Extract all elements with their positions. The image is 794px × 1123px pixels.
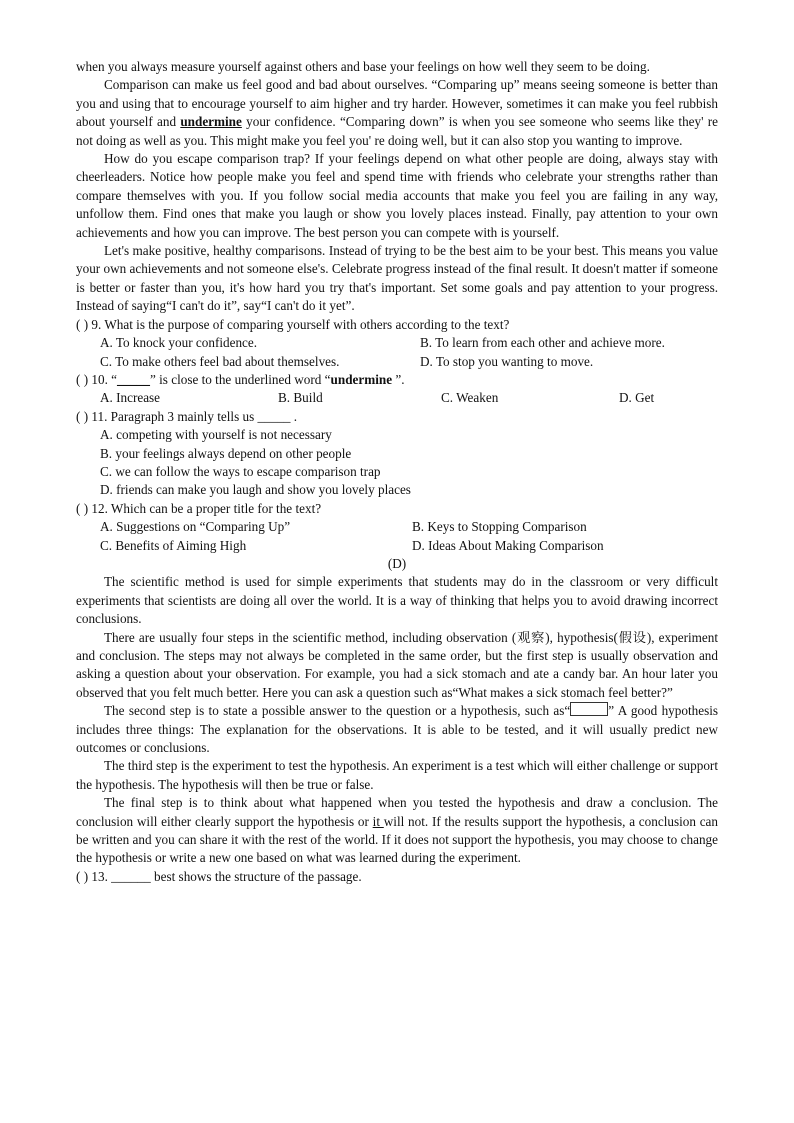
option-c: C. Benefits of Aiming High (100, 537, 247, 553)
passage-d-paragraph-4: The third step is the experiment to test the hypothesis. An experiment is a test which will either challenge or support the hypothesis. The hypothesis will then be true or false. (76, 758, 718, 792)
passage-d-paragraph-1: The scientific method is used for simple experiments that students may do in the classroom or very difficult experiments that scientists are doing all over the world. It is a way of thinking that helps you to avoid drawing incorrect conclusions. (76, 574, 718, 627)
question-10 (76, 371, 718, 389)
question-12-options-row-2 (76, 537, 718, 555)
underlined-word: undermine (180, 114, 242, 130)
option-d: D. To stop you wanting to move. (420, 353, 594, 369)
passage-c-paragraph-3: Let's make positive, healthy comparisons. Instead of trying to be the best aim to be your best. This means you value your own achievements and not someone else's. Celebrate progress instead of the final result. It doesn't matter if someone is better or faster than you, it's how hard you try that's important. Set some goals and pay attention to your progress. Instead of saying“I can't do it”, say“I can't do it yet”. (76, 243, 718, 314)
option-d: D. Get (619, 390, 655, 406)
option-d: D. Ideas About Making Comparison (412, 537, 604, 553)
question-13: ( ) 13. ______ best shows the structure of the passage. (76, 868, 362, 884)
option-c: C. we can follow the ways to escape comparison trap (100, 463, 381, 479)
question-12: ( ) 12. Which can be a proper title for the text? (76, 500, 322, 516)
option-b: B. Keys to Stopping Comparison (412, 519, 587, 535)
question-9-options-row-2 (76, 353, 718, 371)
option-a: A. Suggestions on “Comparing Up” (100, 519, 291, 535)
option-b: B. To learn from each other and achieve more. (420, 335, 665, 351)
option-b: B. your feelings always depend on other people (100, 445, 352, 461)
underlined-word: it (372, 813, 384, 829)
question-9: ( ) 9. What is the purpose of comparing yourself with others according to the text? (76, 316, 510, 332)
passage-d-paragraph-5 (76, 794, 718, 868)
passage-d-paragraph-2: There are usually four steps in the scientific method, including observation (观察), hypothesis(假设), experiment and conclusion. The steps may not always be completed in the same order, but the first step is usually observation and asking a question about your observation. For example, you had a sick stomach and ate a candy bar. An hour later you observed that you felt much better. Here you can ask a question such as“What makes a sick stomach feel better?” (76, 629, 718, 700)
option-a: A. competing with yourself is not necessary (100, 427, 332, 443)
paragraph-text: ” A good hypothesis includes three things: The explanation for the observations. It is able to be tested, and it will usually predict new outcomes or conclusions. (76, 703, 718, 756)
answer-box (570, 702, 608, 716)
worksheet-page (76, 58, 718, 886)
question-text: ”. (392, 371, 405, 387)
question-10-options (76, 389, 718, 407)
option-b: B. Build (278, 390, 323, 406)
question-12-options-row-1 (76, 518, 718, 536)
question-text: ( ) 10. “ (76, 371, 118, 387)
paragraph-text: will not. If the results support the hypothesis, a conclusion can be written and you can share it with the rest of the world. If it does not support the hypothesis, you may choose to change the hypothesis or write a new one based on what was learned during the experiment. (76, 813, 718, 866)
option-d: D. friends can make you laugh and show you lovely places (100, 482, 411, 498)
passage-d-paragraph-3 (76, 702, 718, 757)
paragraph-text: The second step is to state a possible answer to the question or a hypothesis, such as“ (104, 703, 571, 719)
option-a: A. To knock your confidence. (100, 335, 258, 351)
question-11: ( ) 11. Paragraph 3 mainly tells us _____ . (76, 408, 298, 424)
option-c: C. Weaken (441, 390, 499, 406)
passage-c-paragraph-2: How do you escape comparison trap? If your feelings depend on what other people are doing, always stay with cheerleaders. Notice how people make you feel and spend time with friends who celebrate your strengths rather than compare themselves with you. If you follow social media accounts that make you feel you are failing in any way, unfollow them. Find ones that make you laugh or show you lovely places instead. Finally, pay attention to your own achievements and how you can improve. The best person you can compete with is yourself. (76, 151, 718, 240)
section-label-d: (D) (387, 555, 407, 571)
paragraph-text: The final step is to think about what happened when you tested the hypothesis and draw a conclusion. The conclusion will either clearly support the hypothesis or (76, 795, 718, 829)
answer-blank: _____ (117, 371, 150, 387)
option-a: A. Increase (100, 390, 161, 406)
paragraph-text: Comparison can make us feel good and bad about ourselves. “Comparing up” means seeing someone is better than you and using that to encourage yourself to aim higher and try harder. However, sometimes it can make you feel rubbish about yourself and (76, 77, 718, 130)
option-c: C. To make others feel bad about themselves. (100, 353, 340, 369)
passage-c-paragraph-1 (76, 76, 718, 150)
target-word: undermine (330, 371, 393, 387)
question-text: ” is close to the underlined word “ (149, 371, 331, 387)
paragraph-text: your confidence. “Comparing down” is when you see someone who seems like they' re not doing as well as you. This might make you feel you' re doing well, but it can also stop you wanting to improve. (76, 114, 718, 148)
question-9-options-row-1 (76, 334, 718, 352)
passage-c-paragraph-0: when you always measure yourself against others and base your feelings on how well they seem to be doing. (76, 59, 650, 74)
